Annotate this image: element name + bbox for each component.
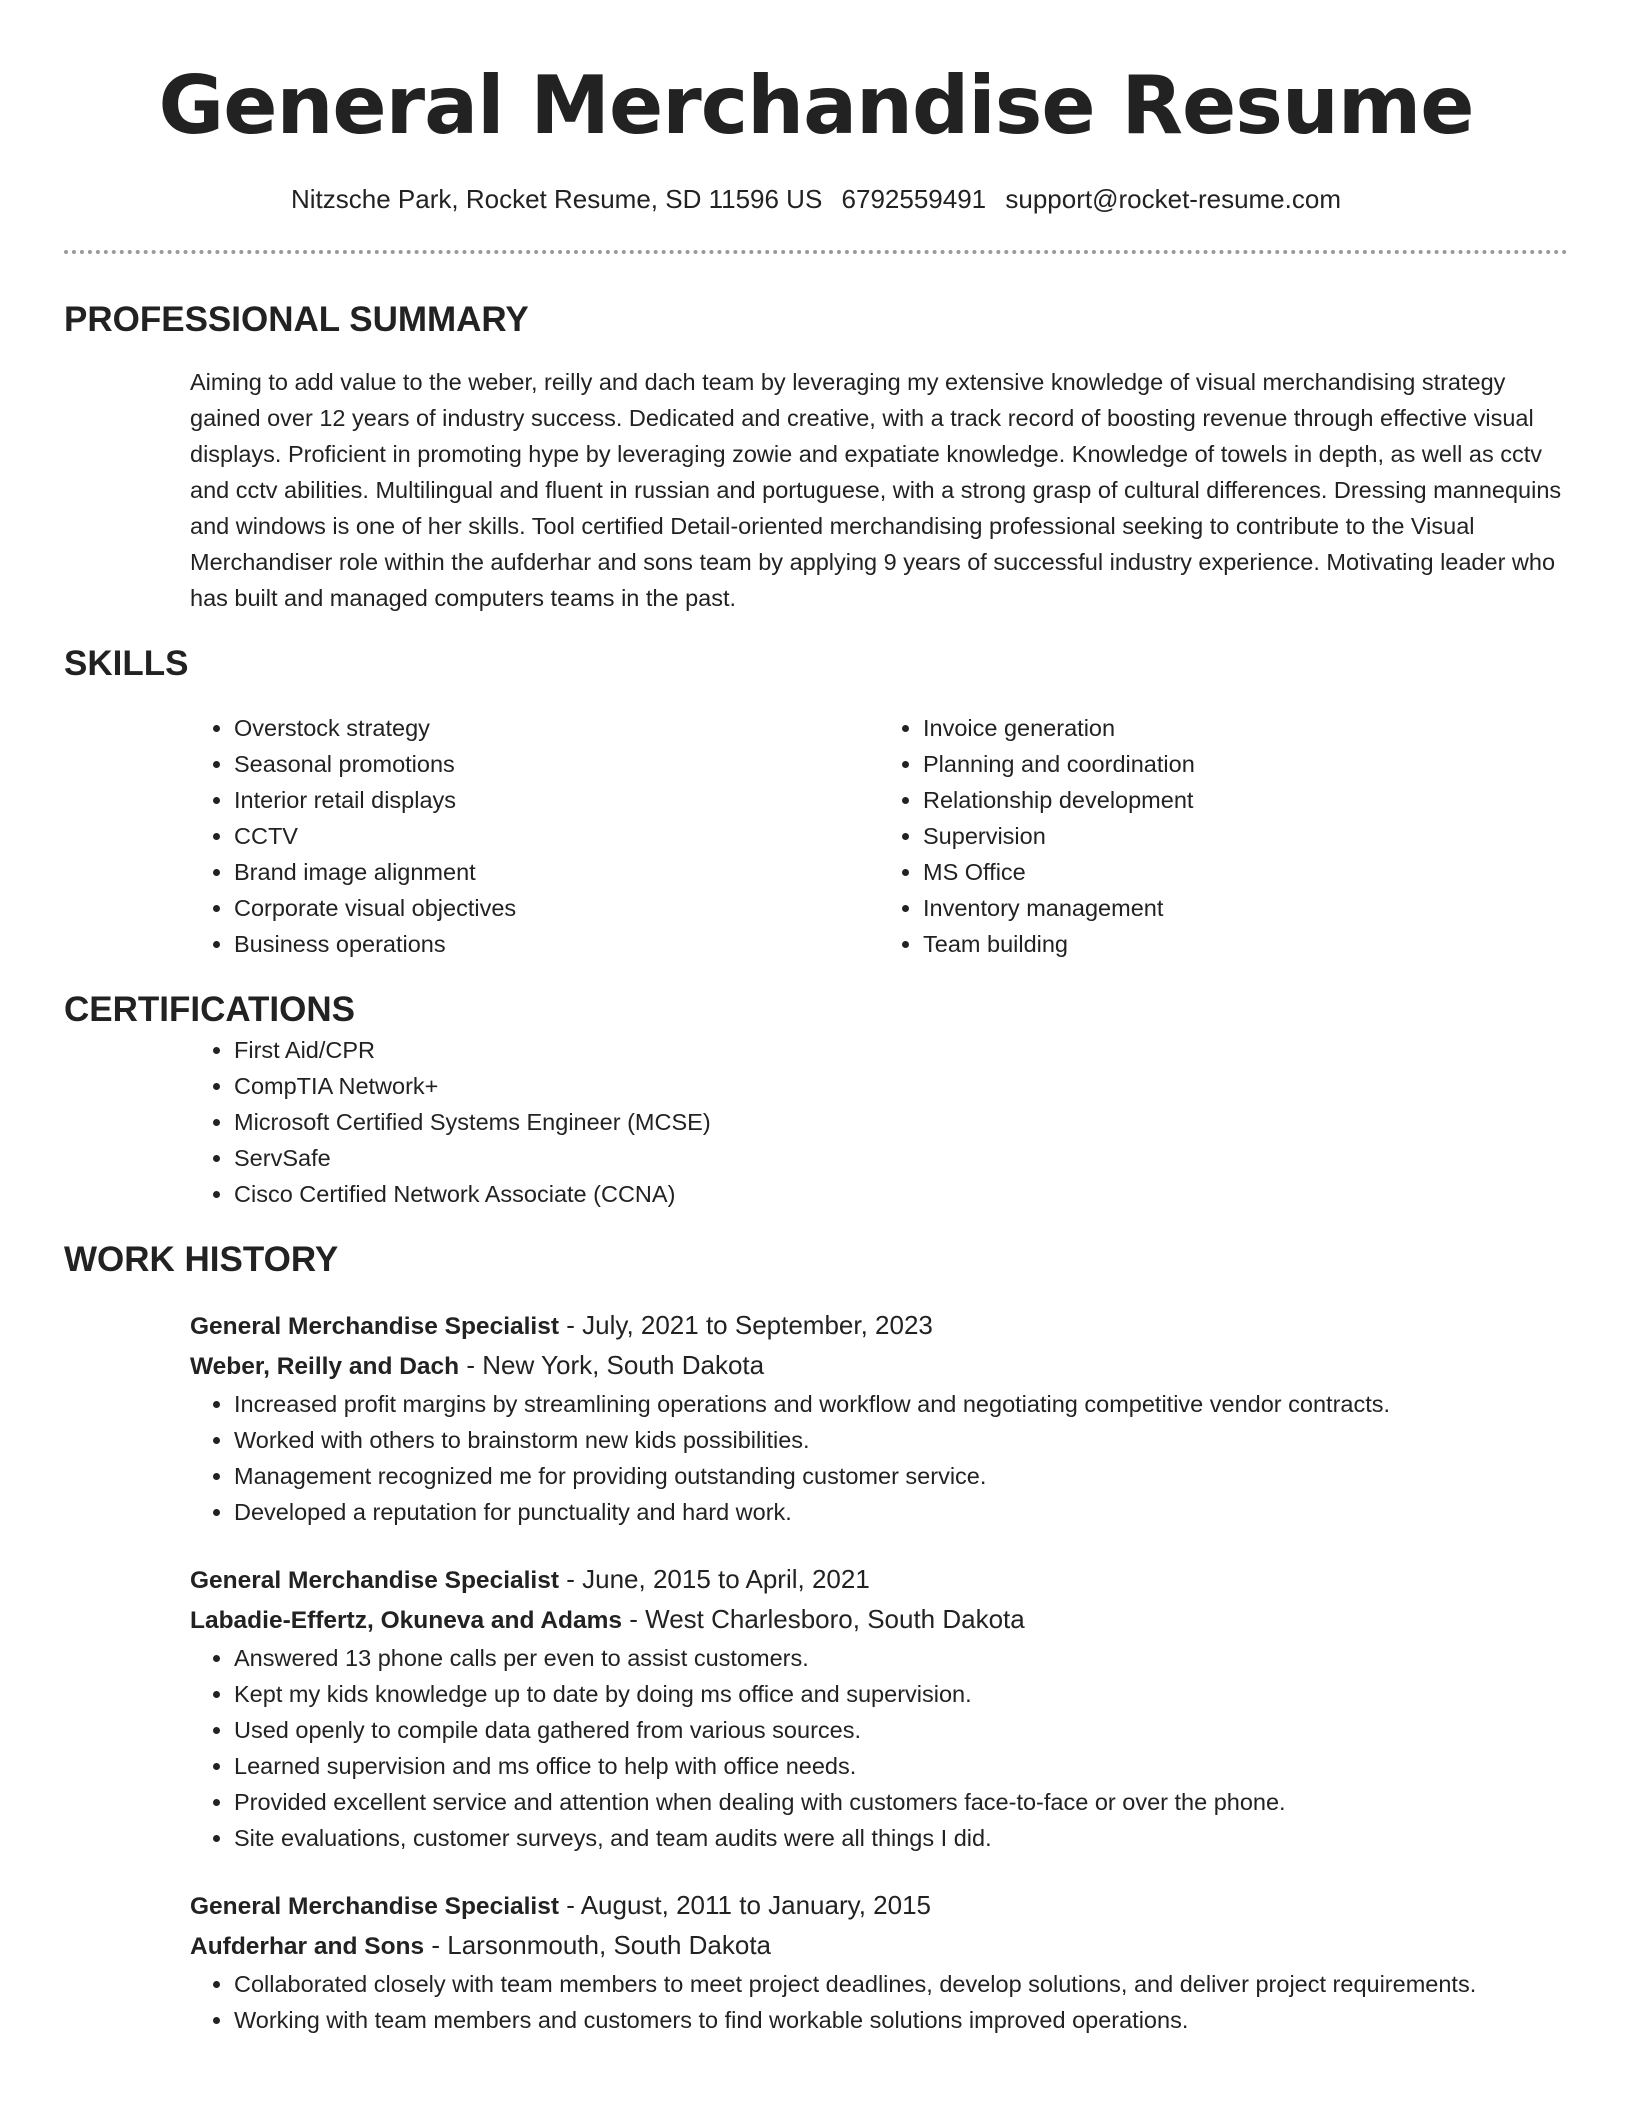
list-item: • Invoice generation <box>923 710 1568 746</box>
job-title: General Merchandise Specialist <box>190 1893 560 1920</box>
list-item: • Planning and coordination <box>923 746 1568 782</box>
certifications-heading: CERTIFICATIONS <box>64 990 356 1029</box>
job-entry <box>190 1560 1568 1856</box>
list-item: • Management recognized me for providing outstanding customer service. <box>234 1458 1568 1494</box>
job-company: Aufderhar and Sons <box>190 1933 425 1960</box>
job-title: General Merchandise Specialist <box>190 1567 560 1594</box>
job-bullets <box>190 1386 1568 1530</box>
job-entry <box>190 1306 1568 1530</box>
list-item: • Team building <box>923 926 1568 962</box>
list-item: • Corporate visual objectives <box>234 890 879 926</box>
job-entry <box>190 1886 1568 2038</box>
page-title: General Merchandise Resume <box>158 59 1474 152</box>
list-item: • Relationship development <box>923 782 1568 818</box>
work-history-section <box>64 1238 1568 2038</box>
list-item: • Developed a reputation for punctuality and hard work. <box>234 1494 1568 1530</box>
list-item: • Brand image alignment <box>234 854 879 890</box>
list-item: • Supervision <box>923 818 1568 854</box>
job-bullets <box>190 1640 1568 1856</box>
skills-section <box>64 642 1568 962</box>
job-company-line <box>190 1346 1568 1386</box>
list-item: • Business operations <box>234 926 879 962</box>
job-company: Weber, Reilly and Dach <box>190 1353 460 1380</box>
list-item: • Working with team members and customers to find workable solutions improved operations. <box>234 2002 1568 2038</box>
skills-list-left <box>190 710 879 962</box>
list-item: • Increased profit margins by streamlining operations and workflow and negotiating competitive vendor contracts. <box>234 1386 1568 1422</box>
summary-text: Aiming to add value to the weber, reilly and dach team by leveraging my extensive knowledge of visual merchandising strategy gained over 12 years of industry success. Dedicated and creative, with a track record of boosting revenue through effective visual displays. Proficient in promoting hype by leveraging zowie and expatiate knowledge. Knowledge of towels in depth, as well as cctv and cctv abilities. Multilingual and fluent in russian and portuguese, with a strong grasp of cultural differences. Dressing mannequins and windows is one of her skills. Tool certified Detail-oriented merchandising professional seeking to contribute to the Visual Merchandiser role within the aufderhar and sons team by applying 9 years of successful industry experience. Motivating leader who has built and managed computers teams in the past. <box>190 369 1562 611</box>
resume-header <box>64 0 1568 216</box>
job-bullets <box>190 1966 1568 2038</box>
list-item: • First Aid/CPR <box>234 1032 1568 1068</box>
list-item: • Overstock strategy <box>234 710 879 746</box>
skills-grid <box>190 710 1568 962</box>
list-item: • Worked with others to brainstorm new kids possibilities. <box>234 1422 1568 1458</box>
list-item: • ServSafe <box>234 1140 1568 1176</box>
list-item: • CompTIA Network+ <box>234 1068 1568 1104</box>
contact-email: support@rocket-resume.com <box>1005 184 1341 214</box>
job-company: Labadie-Effertz, Okuneva and Adams <box>190 1607 623 1634</box>
job-dates: - July, 2021 to September, 2023 <box>559 1310 933 1340</box>
job-location: - West Charlesboro, South Dakota <box>622 1604 1025 1634</box>
contact-phone: 6792559491 <box>841 184 987 214</box>
certifications-section <box>64 988 1568 1212</box>
list-item: • Seasonal promotions <box>234 746 879 782</box>
list-item: • MS Office <box>923 854 1568 890</box>
job-title-line <box>190 1306 1568 1346</box>
list-item: • CCTV <box>234 818 879 854</box>
list-item: • Kept my kids knowledge up to date by doing ms office and supervision. <box>234 1676 1568 1712</box>
list-item: • Cisco Certified Network Associate (CCNA) <box>234 1176 1568 1212</box>
list-item: • Interior retail displays <box>234 782 879 818</box>
summary-heading: PROFESSIONAL SUMMARY <box>64 300 529 339</box>
job-title-line <box>190 1560 1568 1600</box>
job-company-line <box>190 1600 1568 1640</box>
list-item: • Provided excellent service and attention when dealing with customers face-to-face or over the phone. <box>234 1784 1568 1820</box>
list-item: • Microsoft Certified Systems Engineer (MCSE) <box>234 1104 1568 1140</box>
header-divider <box>64 250 1568 254</box>
summary-section <box>64 298 1568 616</box>
list-item: • Collaborated closely with team members to meet project deadlines, develop solutions, and deliver project requirements. <box>234 1966 1568 2002</box>
work-history-heading: WORK HISTORY <box>64 1240 339 1279</box>
list-item: • Used openly to compile data gathered from various sources. <box>234 1712 1568 1748</box>
skills-heading: SKILLS <box>64 644 189 683</box>
skills-list-right <box>879 710 1568 962</box>
job-location: - New York, South Dakota <box>459 1350 765 1380</box>
list-item: • Inventory management <box>923 890 1568 926</box>
job-location: - Larsonmouth, South Dakota <box>424 1930 772 1960</box>
job-company-line <box>190 1926 1568 1966</box>
job-dates: - June, 2015 to April, 2021 <box>559 1564 870 1594</box>
contact-info <box>64 182 1568 216</box>
contact-address: Nitzsche Park, Rocket Resume, SD 11596 US <box>291 184 823 214</box>
certifications-list <box>190 1032 1568 1212</box>
list-item: • Answered 13 phone calls per even to assist customers. <box>234 1640 1568 1676</box>
list-item: • Learned supervision and ms office to help with office needs. <box>234 1748 1568 1784</box>
job-title-line <box>190 1886 1568 1926</box>
job-title: General Merchandise Specialist <box>190 1313 560 1340</box>
job-dates: - August, 2011 to January, 2015 <box>559 1890 931 1920</box>
list-item: • Site evaluations, customer surveys, and team audits were all things I did. <box>234 1820 1568 1856</box>
